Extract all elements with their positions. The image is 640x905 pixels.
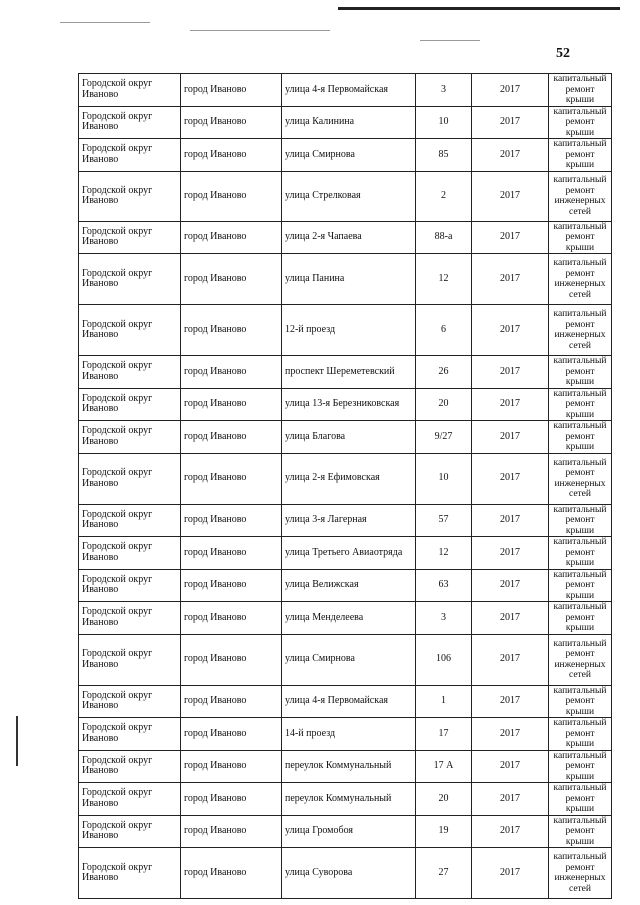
city-cell: город Иваново [181,74,282,107]
year-cell: 2017 [472,453,549,504]
house-number-cell: 3 [416,602,472,635]
street-cell: улица Третьего Авиаотряда [282,537,416,570]
street-cell: улица Суворова [282,848,416,899]
street-cell: переулок Коммунальный [282,783,416,816]
city-cell: город Иваново [181,421,282,454]
district-cell: Городской округ Иваново [79,634,181,685]
city-cell: город Иваново [181,139,282,172]
district-cell: Городской округ Иваново [79,421,181,454]
year-cell: 2017 [472,815,549,848]
district-cell: Городской округ Иваново [79,453,181,504]
district-cell: Городской округ Иваново [79,388,181,421]
work-type-cell: капитальный ремонт инженерных сетей [549,171,612,221]
street-cell: переулок Коммунальный [282,750,416,783]
scan-noise [60,22,150,23]
street-cell: улица Стрелковая [282,171,416,221]
year-cell: 2017 [472,718,549,751]
year-cell: 2017 [472,537,549,570]
house-number-cell: 20 [416,783,472,816]
year-cell: 2017 [472,221,549,254]
house-number-cell: 6 [416,305,472,356]
year-cell: 2017 [472,171,549,221]
city-cell: город Иваново [181,305,282,356]
street-cell: 12-й проезд [282,305,416,356]
table-row [79,815,612,848]
house-number-cell: 20 [416,388,472,421]
work-type-cell: капитальный ремонт инженерных сетей [549,305,612,356]
work-type-cell: капитальный ремонт крыши [549,74,612,107]
margin-mark [16,716,18,766]
table-row [79,783,612,816]
table-row [79,305,612,356]
house-number-cell: 26 [416,356,472,389]
district-cell: Городской округ Иваново [79,356,181,389]
scan-noise [190,30,330,31]
work-type-cell: капитальный ремонт крыши [549,537,612,570]
street-cell: улица Менделеева [282,602,416,635]
year-cell: 2017 [472,602,549,635]
year-cell: 2017 [472,569,549,602]
year-cell: 2017 [472,106,549,139]
house-number-cell: 12 [416,537,472,570]
top-rule [338,7,620,10]
work-type-cell: капитальный ремонт крыши [549,106,612,139]
year-cell: 2017 [472,848,549,899]
table-row [79,848,612,899]
house-number-cell: 10 [416,106,472,139]
table-body [79,74,612,899]
table-row [79,685,612,718]
city-cell: город Иваново [181,504,282,537]
district-cell: Городской округ Иваново [79,750,181,783]
house-number-cell: 1 [416,685,472,718]
work-type-cell: капитальный ремонт крыши [549,569,612,602]
house-number-cell: 10 [416,453,472,504]
city-cell: город Иваново [181,254,282,305]
district-cell: Городской округ Иваново [79,783,181,816]
house-number-cell: 17 [416,718,472,751]
table-row [79,106,612,139]
table-row [79,718,612,751]
table-row [79,254,612,305]
table-row [79,602,612,635]
year-cell: 2017 [472,305,549,356]
house-number-cell: 2 [416,171,472,221]
district-cell: Городской округ Иваново [79,106,181,139]
district-cell: Городской округ Иваново [79,685,181,718]
district-cell: Городской округ Иваново [79,537,181,570]
street-cell: улица 2-я Чапаева [282,221,416,254]
district-cell: Городской округ Иваново [79,504,181,537]
street-cell: улица Велижская [282,569,416,602]
work-type-cell: капитальный ремонт крыши [549,685,612,718]
work-type-cell: капитальный ремонт инженерных сетей [549,848,612,899]
table-row [79,221,612,254]
year-cell: 2017 [472,388,549,421]
city-cell: город Иваново [181,569,282,602]
street-cell: улица Смирнова [282,634,416,685]
street-cell: улица 13-я Березниковская [282,388,416,421]
work-type-cell: капитальный ремонт крыши [549,815,612,848]
city-cell: город Иваново [181,718,282,751]
house-number-cell: 106 [416,634,472,685]
city-cell: город Иваново [181,221,282,254]
year-cell: 2017 [472,421,549,454]
district-cell: Городской округ Иваново [79,569,181,602]
city-cell: город Иваново [181,453,282,504]
city-cell: город Иваново [181,848,282,899]
table-row [79,421,612,454]
house-number-cell: 3 [416,74,472,107]
year-cell: 2017 [472,634,549,685]
work-type-cell: капитальный ремонт инженерных сетей [549,254,612,305]
year-cell: 2017 [472,74,549,107]
street-cell: улица Калинина [282,106,416,139]
city-cell: город Иваново [181,356,282,389]
work-type-cell: капитальный ремонт крыши [549,421,612,454]
district-cell: Городской округ Иваново [79,221,181,254]
table-row [79,569,612,602]
house-number-cell: 85 [416,139,472,172]
table-row [79,74,612,107]
table-row [79,139,612,172]
house-number-cell: 57 [416,504,472,537]
table-row [79,504,612,537]
street-cell: 14-й проезд [282,718,416,751]
year-cell: 2017 [472,139,549,172]
work-type-cell: капитальный ремонт крыши [549,750,612,783]
city-cell: город Иваново [181,602,282,635]
table-row [79,634,612,685]
district-cell: Городской округ Иваново [79,171,181,221]
district-cell: Городской округ Иваново [79,718,181,751]
city-cell: город Иваново [181,685,282,718]
work-type-cell: капитальный ремонт крыши [549,356,612,389]
district-cell: Городской округ Иваново [79,848,181,899]
house-number-cell: 9/27 [416,421,472,454]
work-type-cell: капитальный ремонт инженерных сетей [549,453,612,504]
table-row [79,388,612,421]
work-type-cell: капитальный ремонт крыши [549,718,612,751]
street-cell: улица Панина [282,254,416,305]
street-cell: улица 3-я Лагерная [282,504,416,537]
table-row [79,356,612,389]
street-cell: улица 4-я Первомайская [282,74,416,107]
year-cell: 2017 [472,504,549,537]
district-cell: Городской округ Иваново [79,74,181,107]
year-cell: 2017 [472,254,549,305]
street-cell: улица Благова [282,421,416,454]
table-row [79,537,612,570]
page-number: 52 [556,46,570,61]
street-cell: улица 4-я Первомайская [282,685,416,718]
table-row [79,171,612,221]
house-number-cell: 27 [416,848,472,899]
city-cell: город Иваново [181,815,282,848]
work-type-cell: капитальный ремонт крыши [549,602,612,635]
work-type-cell: капитальный ремонт инженерных сетей [549,634,612,685]
city-cell: город Иваново [181,388,282,421]
year-cell: 2017 [472,356,549,389]
year-cell: 2017 [472,685,549,718]
city-cell: город Иваново [181,634,282,685]
street-cell: улица 2-я Ефимовская [282,453,416,504]
scan-noise [420,40,480,41]
city-cell: город Иваново [181,750,282,783]
street-cell: проспект Шереметевский [282,356,416,389]
year-cell: 2017 [472,783,549,816]
district-cell: Городской округ Иваново [79,815,181,848]
house-number-cell: 17 А [416,750,472,783]
city-cell: город Иваново [181,106,282,139]
district-cell: Городской округ Иваново [79,139,181,172]
city-cell: город Иваново [181,537,282,570]
street-cell: улица Смирнова [282,139,416,172]
work-type-cell: капитальный ремонт крыши [549,504,612,537]
house-number-cell: 88-а [416,221,472,254]
table-row [79,750,612,783]
house-number-cell: 12 [416,254,472,305]
table-row [79,453,612,504]
district-cell: Городской округ Иваново [79,602,181,635]
house-number-cell: 63 [416,569,472,602]
house-number-cell: 19 [416,815,472,848]
work-type-cell: капитальный ремонт крыши [549,388,612,421]
city-cell: город Иваново [181,783,282,816]
registry-table [78,73,612,899]
year-cell: 2017 [472,750,549,783]
district-cell: Городской округ Иваново [79,254,181,305]
work-type-cell: капитальный ремонт крыши [549,221,612,254]
street-cell: улица Громобоя [282,815,416,848]
work-type-cell: капитальный ремонт крыши [549,783,612,816]
work-type-cell: капитальный ремонт крыши [549,139,612,172]
district-cell: Городской округ Иваново [79,305,181,356]
city-cell: город Иваново [181,171,282,221]
